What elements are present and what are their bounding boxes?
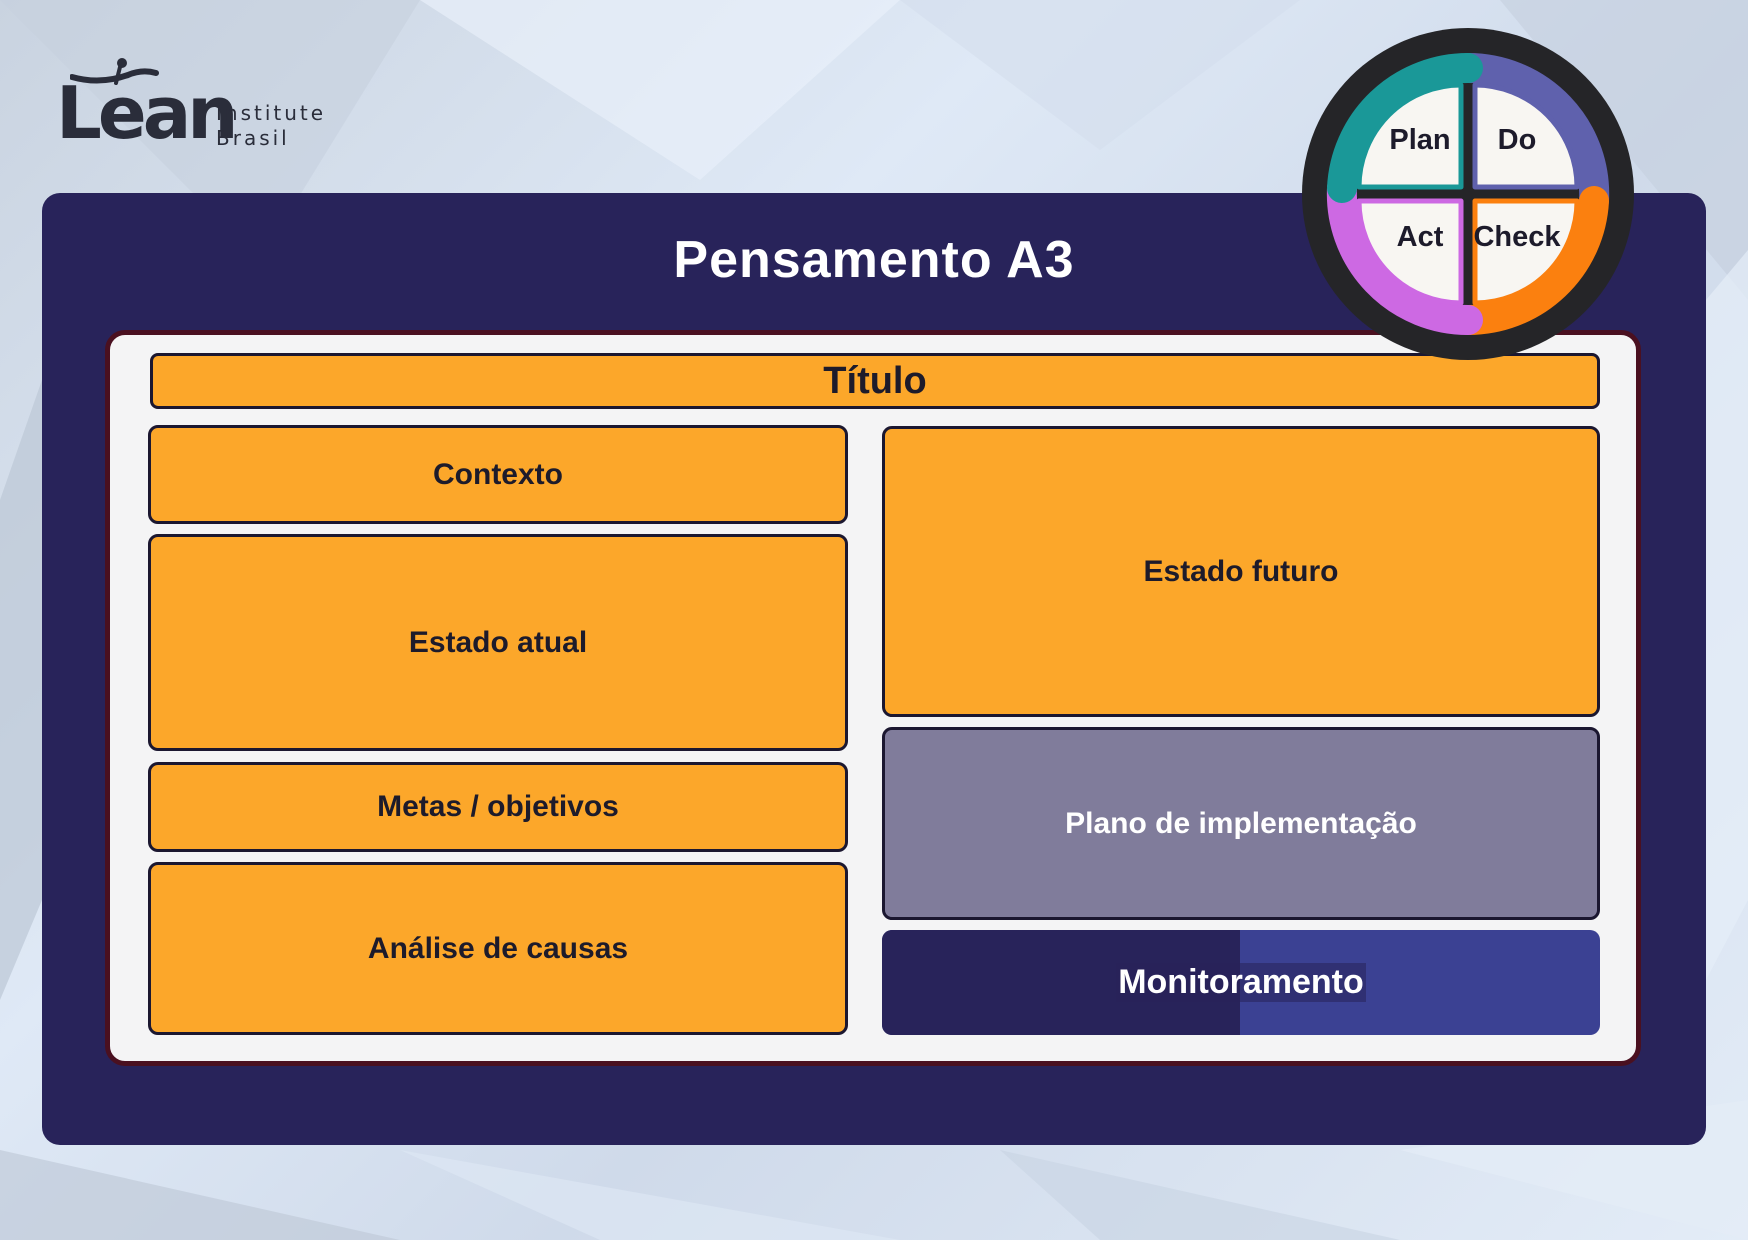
a3-box-estado-futuro [882,426,1600,717]
a3-label-plano: Plano de implementação [1065,806,1417,840]
lean-institute-logo [56,55,356,155]
pdca-cycle [1300,26,1636,362]
pdca-wheel [1300,26,1636,362]
logo-subtitle [216,101,326,151]
a3-label-contexto: Contexto [433,457,563,491]
a3-label-analise: Análise de causas [367,931,629,965]
a3-label-monitoramento: Monitoramento [1118,963,1364,1001]
page-title: Pensamento A3 [673,231,1075,289]
a3-box-monitoramento [882,930,1600,1035]
pdca-label-act: Act [1396,221,1444,253]
logo-wordmark: Lean [56,71,235,155]
pdca-label-do: Do [1497,124,1537,156]
pdca-label-plan: Plan [1389,124,1451,156]
a3-box-contexto [148,425,848,524]
a3-label-titulo: Título [823,359,927,402]
a3-label-estado-futuro: Estado futuro [1143,554,1339,588]
a3-box-plano [882,727,1600,920]
a3-label-metas: Metas / objetivos [377,790,619,823]
a3-label-estado-atual: Estado atual [408,625,588,659]
a3-box-metas [148,762,848,852]
pdca-label-check: Check [1473,221,1561,253]
logo-line-institute: Institute [216,101,327,125]
a3-box-estado-atual [148,534,848,751]
logo-line-brasil: Brasil [216,126,290,150]
a3-box-analise [148,862,848,1035]
